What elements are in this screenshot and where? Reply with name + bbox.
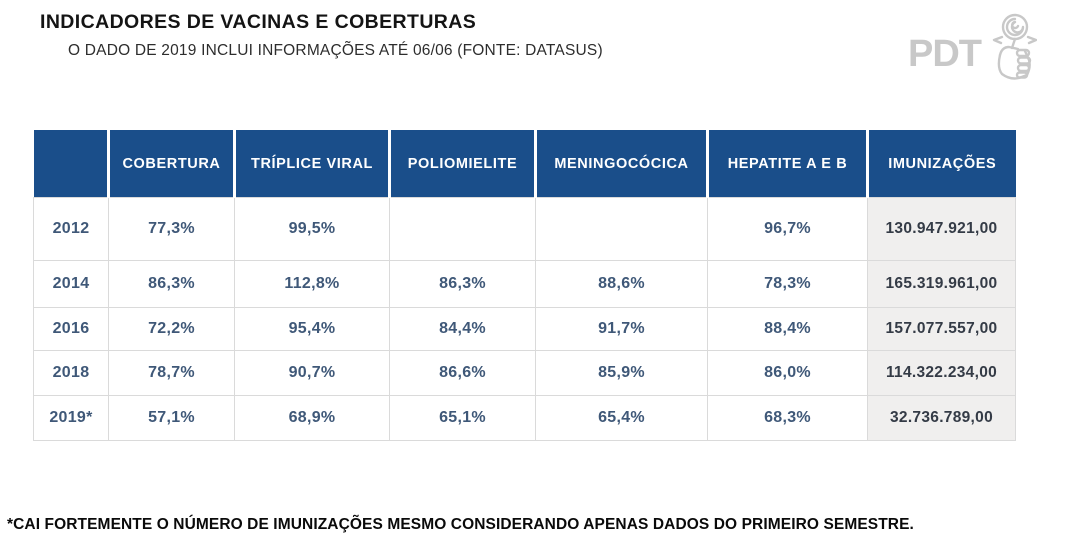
cell-meningococica: 91,7% (536, 308, 708, 351)
column-header-cobertura: COBERTURA (109, 130, 235, 198)
cell-year: 2016 (34, 308, 109, 351)
vaccination-table (33, 130, 1016, 441)
cell-cobertura: 72,2% (109, 308, 235, 351)
column-header-hepatite-a-e-b: HEPATITE A E B (708, 130, 868, 198)
column-header-poliomielite: POLIOMIELITE (390, 130, 536, 198)
cell-poliomielite: 86,6% (390, 351, 536, 396)
cell-year: 2019* (34, 396, 109, 441)
cell-poliomielite: 65,1% (390, 396, 536, 441)
cell-cobertura: 77,3% (109, 198, 235, 261)
cell-triplice-viral: 99,5% (235, 198, 390, 261)
cell-cobertura: 78,7% (109, 351, 235, 396)
cell-hepatite: 96,7% (708, 198, 868, 261)
table-row-2018 (34, 351, 1016, 396)
cell-meningococica: 88,6% (536, 261, 708, 308)
page-subtitle: O DADO DE 2019 INCLUI INFORMAÇÕES ATÉ 06/06 (FONTE: DATASUS) (68, 42, 603, 60)
table-row-2014 (34, 261, 1016, 308)
cell-imunizacoes: 157.077.557,00 (868, 308, 1016, 351)
cell-imunizacoes: 130.947.921,00 (868, 198, 1016, 261)
footnote: *CAI FORTEMENTE O NÚMERO DE IMUNIZAÇÕES MESMO CONSIDERANDO APENAS DADOS DO PRIMEIRO SEMESTRE. (7, 516, 914, 533)
cell-meningococica: 85,9% (536, 351, 708, 396)
cell-year: 2014 (34, 261, 109, 308)
table-row-2016 (34, 308, 1016, 351)
pdt-logo (908, 12, 1037, 82)
cell-hepatite: 86,0% (708, 351, 868, 396)
column-header-imunizacoes: IMUNIZAÇÕES (868, 130, 1016, 198)
table-header-row (34, 130, 1016, 198)
cell-meningococica: 65,4% (536, 396, 708, 441)
cell-cobertura: 86,3% (109, 261, 235, 308)
cell-hepatite: 88,4% (708, 308, 868, 351)
table-row-2012 (34, 198, 1016, 261)
column-header-meningococica: MENINGOCÓCICA (536, 130, 708, 198)
cell-meningococica (536, 198, 708, 261)
cell-triplice-viral: 68,9% (235, 396, 390, 441)
cell-triplice-viral: 112,8% (235, 261, 390, 308)
cell-year: 2018 (34, 351, 109, 396)
cell-imunizacoes: 32.736.789,00 (868, 396, 1016, 441)
header (40, 11, 603, 60)
cell-hepatite: 68,3% (708, 396, 868, 441)
column-header-year (34, 130, 109, 198)
cell-triplice-viral: 95,4% (235, 308, 390, 351)
cell-hepatite: 78,3% (708, 261, 868, 308)
cell-year: 2012 (34, 198, 109, 261)
cell-imunizacoes: 165.319.961,00 (868, 261, 1016, 308)
cell-imunizacoes: 114.322.234,00 (868, 351, 1016, 396)
column-header-triplice-viral: TRÍPLICE VIRAL (235, 130, 390, 198)
cell-cobertura: 57,1% (109, 396, 235, 441)
pdt-logo-text: PDT (908, 33, 981, 75)
cell-poliomielite (390, 198, 536, 261)
rose-in-hand-icon (985, 12, 1037, 82)
page-title: INDICADORES DE VACINAS E COBERTURAS (40, 11, 477, 33)
table-row-2019 (34, 396, 1016, 441)
cell-poliomielite: 84,4% (390, 308, 536, 351)
cell-triplice-viral: 90,7% (235, 351, 390, 396)
cell-poliomielite: 86,3% (390, 261, 536, 308)
